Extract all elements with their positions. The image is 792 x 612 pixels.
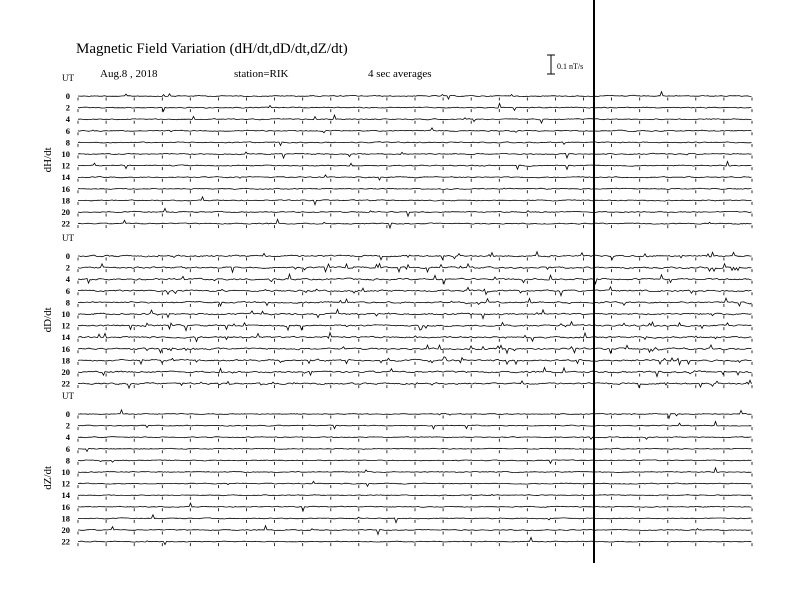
hour-tick-label: 14	[61, 490, 70, 501]
trace-line	[78, 128, 752, 133]
hour-tick-marks	[78, 532, 752, 535]
hour-tick-marks	[78, 350, 752, 353]
hour-tick-marks	[78, 156, 752, 159]
hour-tick-marks	[78, 269, 752, 272]
hour-tick-marks	[78, 109, 752, 112]
hour-tick-label: 18	[61, 355, 70, 366]
ut-label: UT	[62, 73, 74, 83]
hour-tick-marks	[78, 179, 752, 182]
hour-tick-label: 4	[65, 432, 70, 443]
hour-tick-marks	[78, 474, 752, 477]
hour-tick-label: 6	[65, 125, 70, 136]
ut-label: UT	[62, 233, 74, 243]
trace-line	[78, 468, 752, 473]
hour-tick-label: 10	[61, 467, 70, 477]
panel-dh-dt	[42, 73, 752, 229]
hour-tick-marks	[78, 462, 752, 465]
hour-tick-label: 18	[61, 513, 70, 524]
hour-tick-marks	[78, 144, 752, 147]
hour-tick-marks	[78, 281, 752, 284]
hour-tick-marks	[78, 316, 752, 319]
hour-tick-label: 8	[65, 137, 70, 148]
panel-dz-dt	[42, 391, 752, 547]
hour-tick-label: 4	[65, 114, 70, 125]
hour-tick-label: 20	[61, 207, 70, 217]
hour-tick-label: 8	[65, 455, 70, 466]
hour-tick-label: 4	[65, 274, 70, 285]
hour-tick-label: 20	[61, 367, 70, 377]
hour-tick-marks	[78, 167, 752, 170]
hour-tick-marks	[78, 214, 752, 217]
hour-tick-label: 0	[65, 409, 70, 419]
hour-tick-label: 22	[61, 378, 70, 389]
hour-tick-marks	[78, 485, 752, 488]
hour-tick-marks	[78, 190, 752, 193]
hour-tick-label: 22	[61, 218, 70, 229]
hour-tick-marks	[78, 427, 752, 430]
hour-tick-marks	[78, 374, 752, 377]
hour-tick-label: 10	[61, 149, 70, 159]
hour-tick-label: 12	[61, 160, 70, 171]
panel-ylabel: dZ/dt	[42, 465, 54, 490]
hour-tick-label: 6	[65, 443, 70, 454]
hour-tick-marks	[78, 497, 752, 500]
hour-tick-label: 0	[65, 251, 70, 261]
hour-tick-marks	[78, 339, 752, 342]
hour-tick-label: 2	[65, 262, 70, 273]
hour-tick-label: 10	[61, 309, 70, 319]
hour-tick-label: 16	[61, 183, 70, 194]
hour-tick-label: 22	[61, 536, 70, 547]
hour-tick-marks	[78, 121, 752, 124]
hour-tick-marks	[78, 225, 752, 228]
hour-tick-label: 0	[65, 91, 70, 101]
hour-tick-marks	[78, 98, 752, 101]
hour-tick-marks	[78, 362, 752, 365]
hour-tick-marks	[78, 520, 752, 523]
trace-line	[78, 495, 752, 496]
station-label: station=RIK	[234, 68, 289, 80]
hour-tick-marks	[78, 132, 752, 135]
hour-tick-marks	[78, 304, 752, 307]
hour-tick-marks	[78, 508, 752, 511]
ut-label: UT	[62, 391, 74, 401]
panel-dd-dt	[42, 233, 752, 389]
panel-ylabel: dH/dt	[42, 147, 54, 173]
hour-tick-label: 18	[61, 195, 70, 206]
hour-tick-marks	[78, 327, 752, 330]
hour-tick-label: 6	[65, 285, 70, 296]
hour-tick-marks	[78, 450, 752, 453]
scale-label: 0.1 nT/s	[557, 62, 584, 71]
date-label: Aug.8 , 2018	[100, 68, 158, 80]
hour-tick-marks	[78, 385, 752, 388]
averaging-label: 4 sec averages	[368, 68, 432, 80]
hour-tick-label: 12	[61, 478, 70, 489]
hour-tick-marks	[78, 416, 752, 419]
panels	[42, 73, 752, 547]
hour-tick-label: 16	[61, 501, 70, 512]
hour-tick-label: 14	[61, 332, 70, 343]
trace-line	[78, 188, 752, 189]
panel-ylabel: dD/dt	[42, 307, 54, 333]
hour-tick-marks	[78, 292, 752, 295]
hour-tick-label: 2	[65, 102, 70, 113]
hour-tick-label: 12	[61, 320, 70, 331]
hour-tick-label: 8	[65, 297, 70, 308]
chart-title: Magnetic Field Variation (dH/dt,dD/dt,dZ/dt)	[76, 41, 348, 57]
hour-tick-marks	[78, 543, 752, 546]
hour-tick-marks	[78, 258, 752, 261]
hour-tick-marks	[78, 202, 752, 205]
hour-tick-label: 20	[61, 525, 70, 535]
hour-tick-marks	[78, 439, 752, 442]
hour-tick-label: 16	[61, 343, 70, 354]
hour-tick-label: 14	[61, 172, 70, 183]
scale-bar	[547, 55, 583, 74]
hour-tick-label: 2	[65, 420, 70, 431]
